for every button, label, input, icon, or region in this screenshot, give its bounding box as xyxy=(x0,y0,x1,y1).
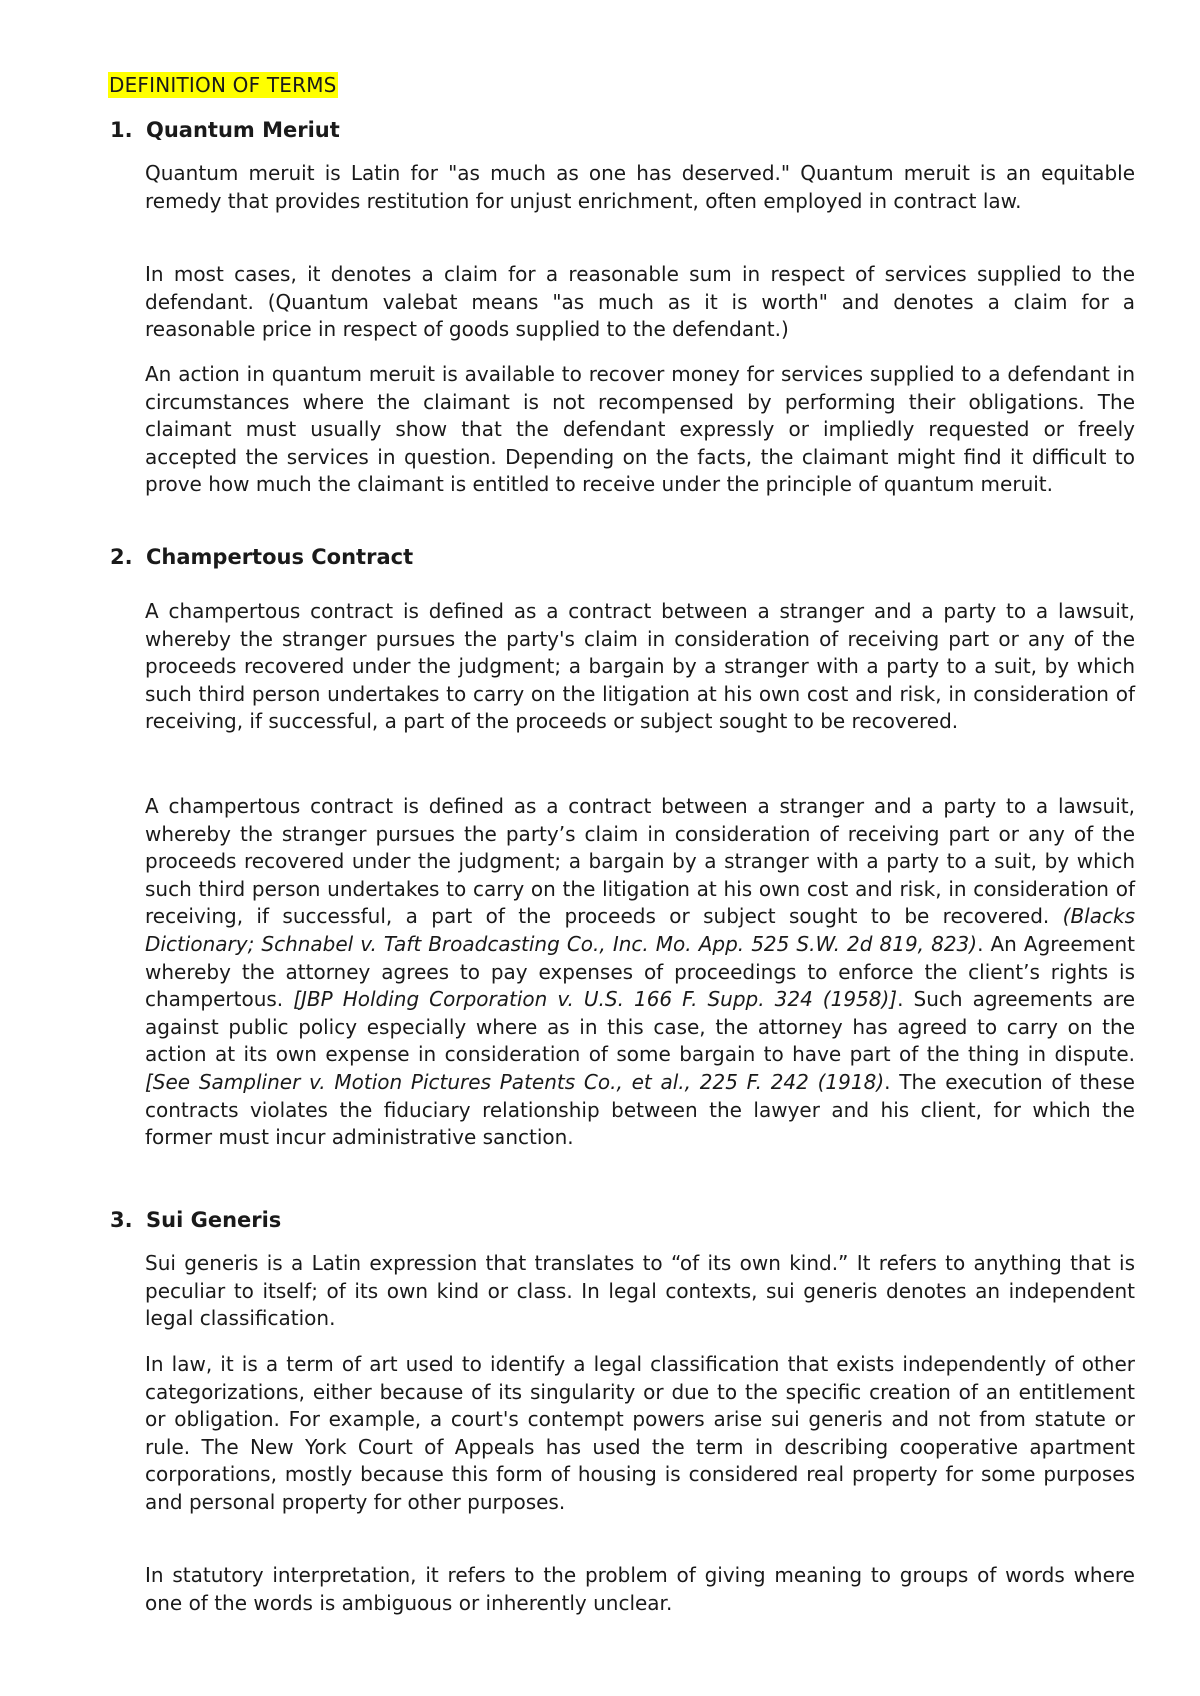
section-title: Quantum Meriut xyxy=(146,118,340,142)
paragraph: A champertous contract is defined as a contract between a stranger and a party to a lawsuit, whereby the stranger pursues the party's claim in consideration of receiving part or any of the proceeds recovered under the judgment; a bargain by a stranger with a party to a suit, by which such third person undertakes to carry on the litigation at his own cost and risk, in consideration of receiving, if successful, a part of the proceeds or subject sought to be recovered. xyxy=(145,599,1135,734)
paragraph: In law, it is a term of art used to identify a legal classification that exists independently of other categorizations, either because of its singularity or due to the specific creation of an entitlement or obligation. For example, a court's contempt powers arise sui generis and not from statute or rule. The New York Court of Appeals has used the term in describing cooperative apartment corporations, mostly because this form of housing is considered real property for some purposes and personal property for other purposes. xyxy=(145,1352,1135,1514)
citation: [See Sampliner v. Motion Pictures Patents Co., et al., 225 F. 242 (1918) xyxy=(145,1069,885,1094)
paragraph-with-citations xyxy=(145,793,1135,1152)
section-number: 3. xyxy=(110,1208,133,1232)
paragraph: In most cases, it denotes a claim for a reasonable sum in respect of services supplied to the defendant. (Quantum valebat means "as much as it is worth" and denotes a claim for a reasonable price in respect of goods supplied to the defendant.) xyxy=(145,262,1135,342)
paragraph: Quantum meruit is Latin for "as much as one has deserved." Quantum meruit is an equitable remedy that provides restitution for unjust enrichment, often employed in contract law. xyxy=(145,161,1135,213)
citation: (Blacks Dictionary; Schnabel v. Taft Broadcasting Co., Inc. Mo. App. 525 S.W. 2d 819, 823) xyxy=(145,904,1135,956)
section-title: Sui Generis xyxy=(146,1208,282,1232)
paragraph-text: . The execution of these contracts violates the fiduciary relationship between the lawyer and his client, for which the former must incur administrative sanction. xyxy=(145,1069,1135,1150)
section-heading-quantum-meruit xyxy=(110,116,340,144)
section-number: 2. xyxy=(110,545,133,569)
paragraph: An action in quantum meruit is available to recover money for services supplied to a defendant in circumstances where the claimant is not recompensed by performing their obligations. The claimant must usually show that the defendant expressly or impliedly requested or freely accepted the services in question. Depending on the facts, the claimant might find it difficult to prove how much the claimant is entitled to receive under the principle of quantum meruit. xyxy=(145,362,1135,497)
document-title: DEFINITION OF TERMS xyxy=(109,73,337,97)
paragraph-text: . Such agreements are against public policy especially where as in this case, the attorney has agreed to carry on the action at its own expense in consideration of some bargain to have part of the thing in dispute. xyxy=(145,987,1135,1067)
citation: [JBP Holding Corporation v. U.S. 166 F. Supp. 324 (1958)] xyxy=(293,987,898,1012)
paragraph-text: A champertous contract is defined as a contract between a stranger and a party to a lawsuit, whereby the stranger pursues the party’s claim in consideration of receiving part or any of the proceeds recovered under the judgment; a bargain by a stranger with a party to a suit, by which such third person undertakes to carry on the litigation at his own cost and risk, in consideration of receiving, if successful, a part of the proceeds or subject sought to be recovered. xyxy=(145,794,1135,929)
section-number: 1. xyxy=(110,118,133,142)
paragraph-text: . An Agreement whereby the attorney agrees to pay expenses of proceedings to enforce the client’s rights is champertous. xyxy=(145,931,1135,1012)
paragraph: Sui generis is a Latin expression that translates to “of its own kind.” It refers to anything that is peculiar to itself; of its own kind or class. In legal contexts, sui generis denotes an independent legal classification. xyxy=(145,1251,1135,1331)
section-heading-sui-generis xyxy=(110,1206,281,1234)
section-heading-champertous-contract xyxy=(110,543,413,571)
paragraph: In statutory interpretation, it refers to the problem of giving meaning to groups of words where one of the words is ambiguous or inherently unclear. xyxy=(145,1563,1135,1615)
section-title: Champertous Contract xyxy=(146,545,414,569)
